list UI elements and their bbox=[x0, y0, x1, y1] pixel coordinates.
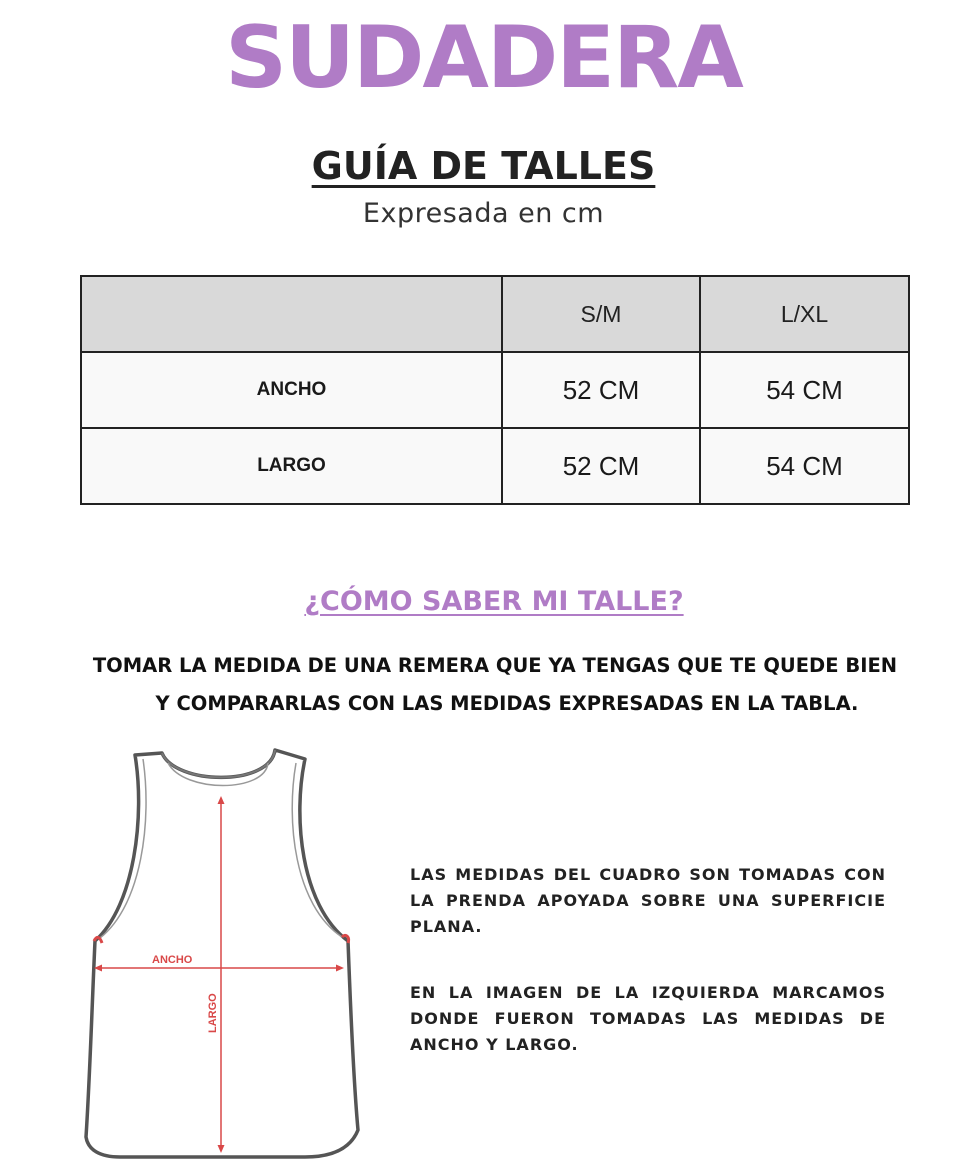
note-paragraph-1: LAS MEDIDAS DEL CUADRO SON TOMADAS CON LA PRENDA APOYADA SOBRE UNA SUPERFICIE PLANA. bbox=[410, 865, 886, 936]
table-header-cell-lxl: L/XL bbox=[700, 276, 909, 352]
table-header-cell-sm: S/M bbox=[502, 276, 700, 352]
table-header-row bbox=[81, 276, 909, 352]
table-cell: 52 CM bbox=[502, 428, 700, 504]
instruction-line-2: Y COMPARARLAS CON LAS MEDIDAS EXPRESADAS EN LA TABLA. bbox=[155, 692, 859, 715]
table-header-cell-empty bbox=[81, 276, 502, 352]
instruction-line-1: TOMAR LA MEDIDA DE UNA REMERA QUE YA TENGAS QUE TE QUEDE BIEN bbox=[92, 654, 898, 677]
row-label-ancho: ANCHO bbox=[81, 352, 502, 428]
page-title: GUÍA DE TALLES bbox=[311, 144, 656, 188]
tank-top-icon bbox=[80, 745, 370, 1165]
brand-title: SUDADERA bbox=[225, 8, 742, 108]
length-label: LARGO bbox=[207, 993, 219, 1033]
page-subtitle: Expresada en cm bbox=[362, 198, 605, 229]
note-paragraph-2: EN LA IMAGEN DE LA IZQUIERDA MARCAMOS DONDE FUERON TOMADAS LAS MEDIDAS DE ANCHO Y LARGO. bbox=[410, 983, 886, 1054]
howto-heading: ¿CÓMO SABER MI TALLE? bbox=[304, 586, 684, 617]
table-cell: 54 CM bbox=[700, 428, 909, 504]
row-label-largo: LARGO bbox=[81, 428, 502, 504]
width-label: ANCHO bbox=[152, 954, 193, 966]
size-table bbox=[80, 275, 910, 505]
table-row bbox=[81, 352, 909, 428]
table-cell: 54 CM bbox=[700, 352, 909, 428]
table-cell: 52 CM bbox=[502, 352, 700, 428]
table-row bbox=[81, 428, 909, 504]
